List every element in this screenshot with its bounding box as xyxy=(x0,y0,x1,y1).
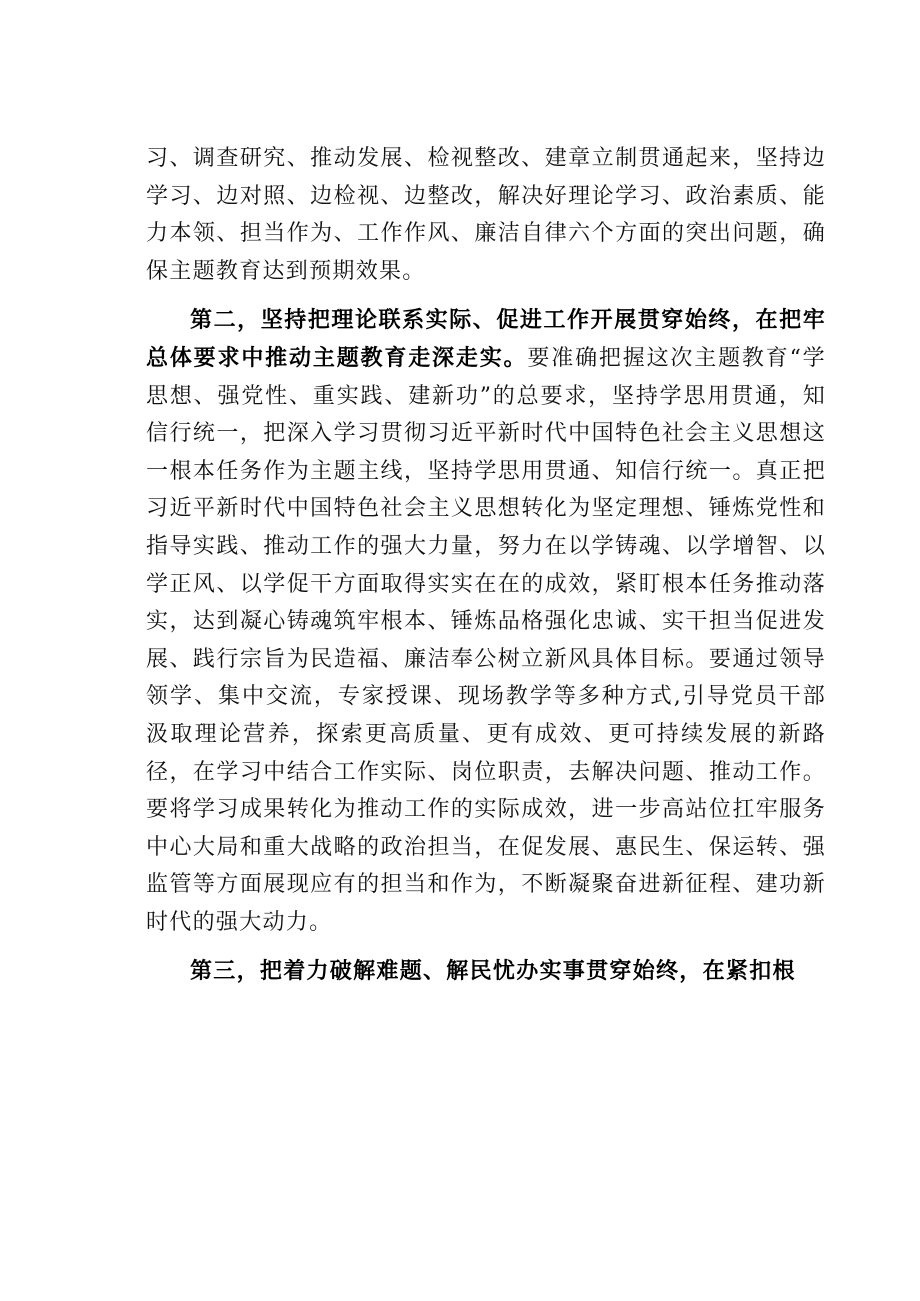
paragraph-lead-heading: 第三，把着力破解难题、解民忧办实事贯穿始终，在紧扣根 xyxy=(190,959,796,985)
paragraph-lead-heading: 第二，坚持把理论联系实际、促进工作开展贯穿始终，在把牢总体要求中推动主题教育走深走实。 xyxy=(146,308,826,371)
paragraph-text: 习、调查研究、推动发展、检视整改、建章立制贯通起来，坚持边学习、边对照、边检视、边整改，解决好理论学习、政治素质、能力本领、担当作为、工作作风、廉洁自律六个方面的突出问题，确保主题教育达到预期效果。 xyxy=(146,146,826,284)
paragraph-second-point xyxy=(146,302,826,941)
paragraph-third-point xyxy=(146,953,826,991)
paragraph-text: 要准确把握这次主题教育“学思想、强党性、重实践、建新功”的总要求，坚持学思用贯通，知信行统一，把深入学习贯彻习近平新时代中国特色社会主义思想这一根本任务作为主题主线，坚持学思用贯通、知信行统一。真正把习近平新时代中国特色社会主义思想转化为坚定理想、锤炼党性和指导实践、推动工作的强大力量，努力在以学铸魂、以学增智、以学正风、以学促干方面取得实实在在的成效，紧盯根本任务推动落实，达到凝心铸魂筑牢根本、锤炼品格强化忠诚、实干担当促进发展、践行宗旨为民造福、廉洁奉公树立新风具体目标。要通过领导领学、集中交流，专家授课、现场教学等多种方式,引导党员干部汲取理论营养，探索更高质量、更有成效、更可持续发展的新路径，在学习中结合工作实际、岗位职责，去解决问题、推动工作。要将学习成果转化为推动工作的实际成效，进一步高站位扛牢服务中心大局和重大战略的政治担当，在促发展、惠民生、保运转、强监管等方面展现应有的担当和作为，不断凝聚奋进新征程、建功新时代的强大动力。 xyxy=(146,345,826,935)
paragraph-continuation xyxy=(146,140,826,290)
document-body xyxy=(146,140,826,1003)
